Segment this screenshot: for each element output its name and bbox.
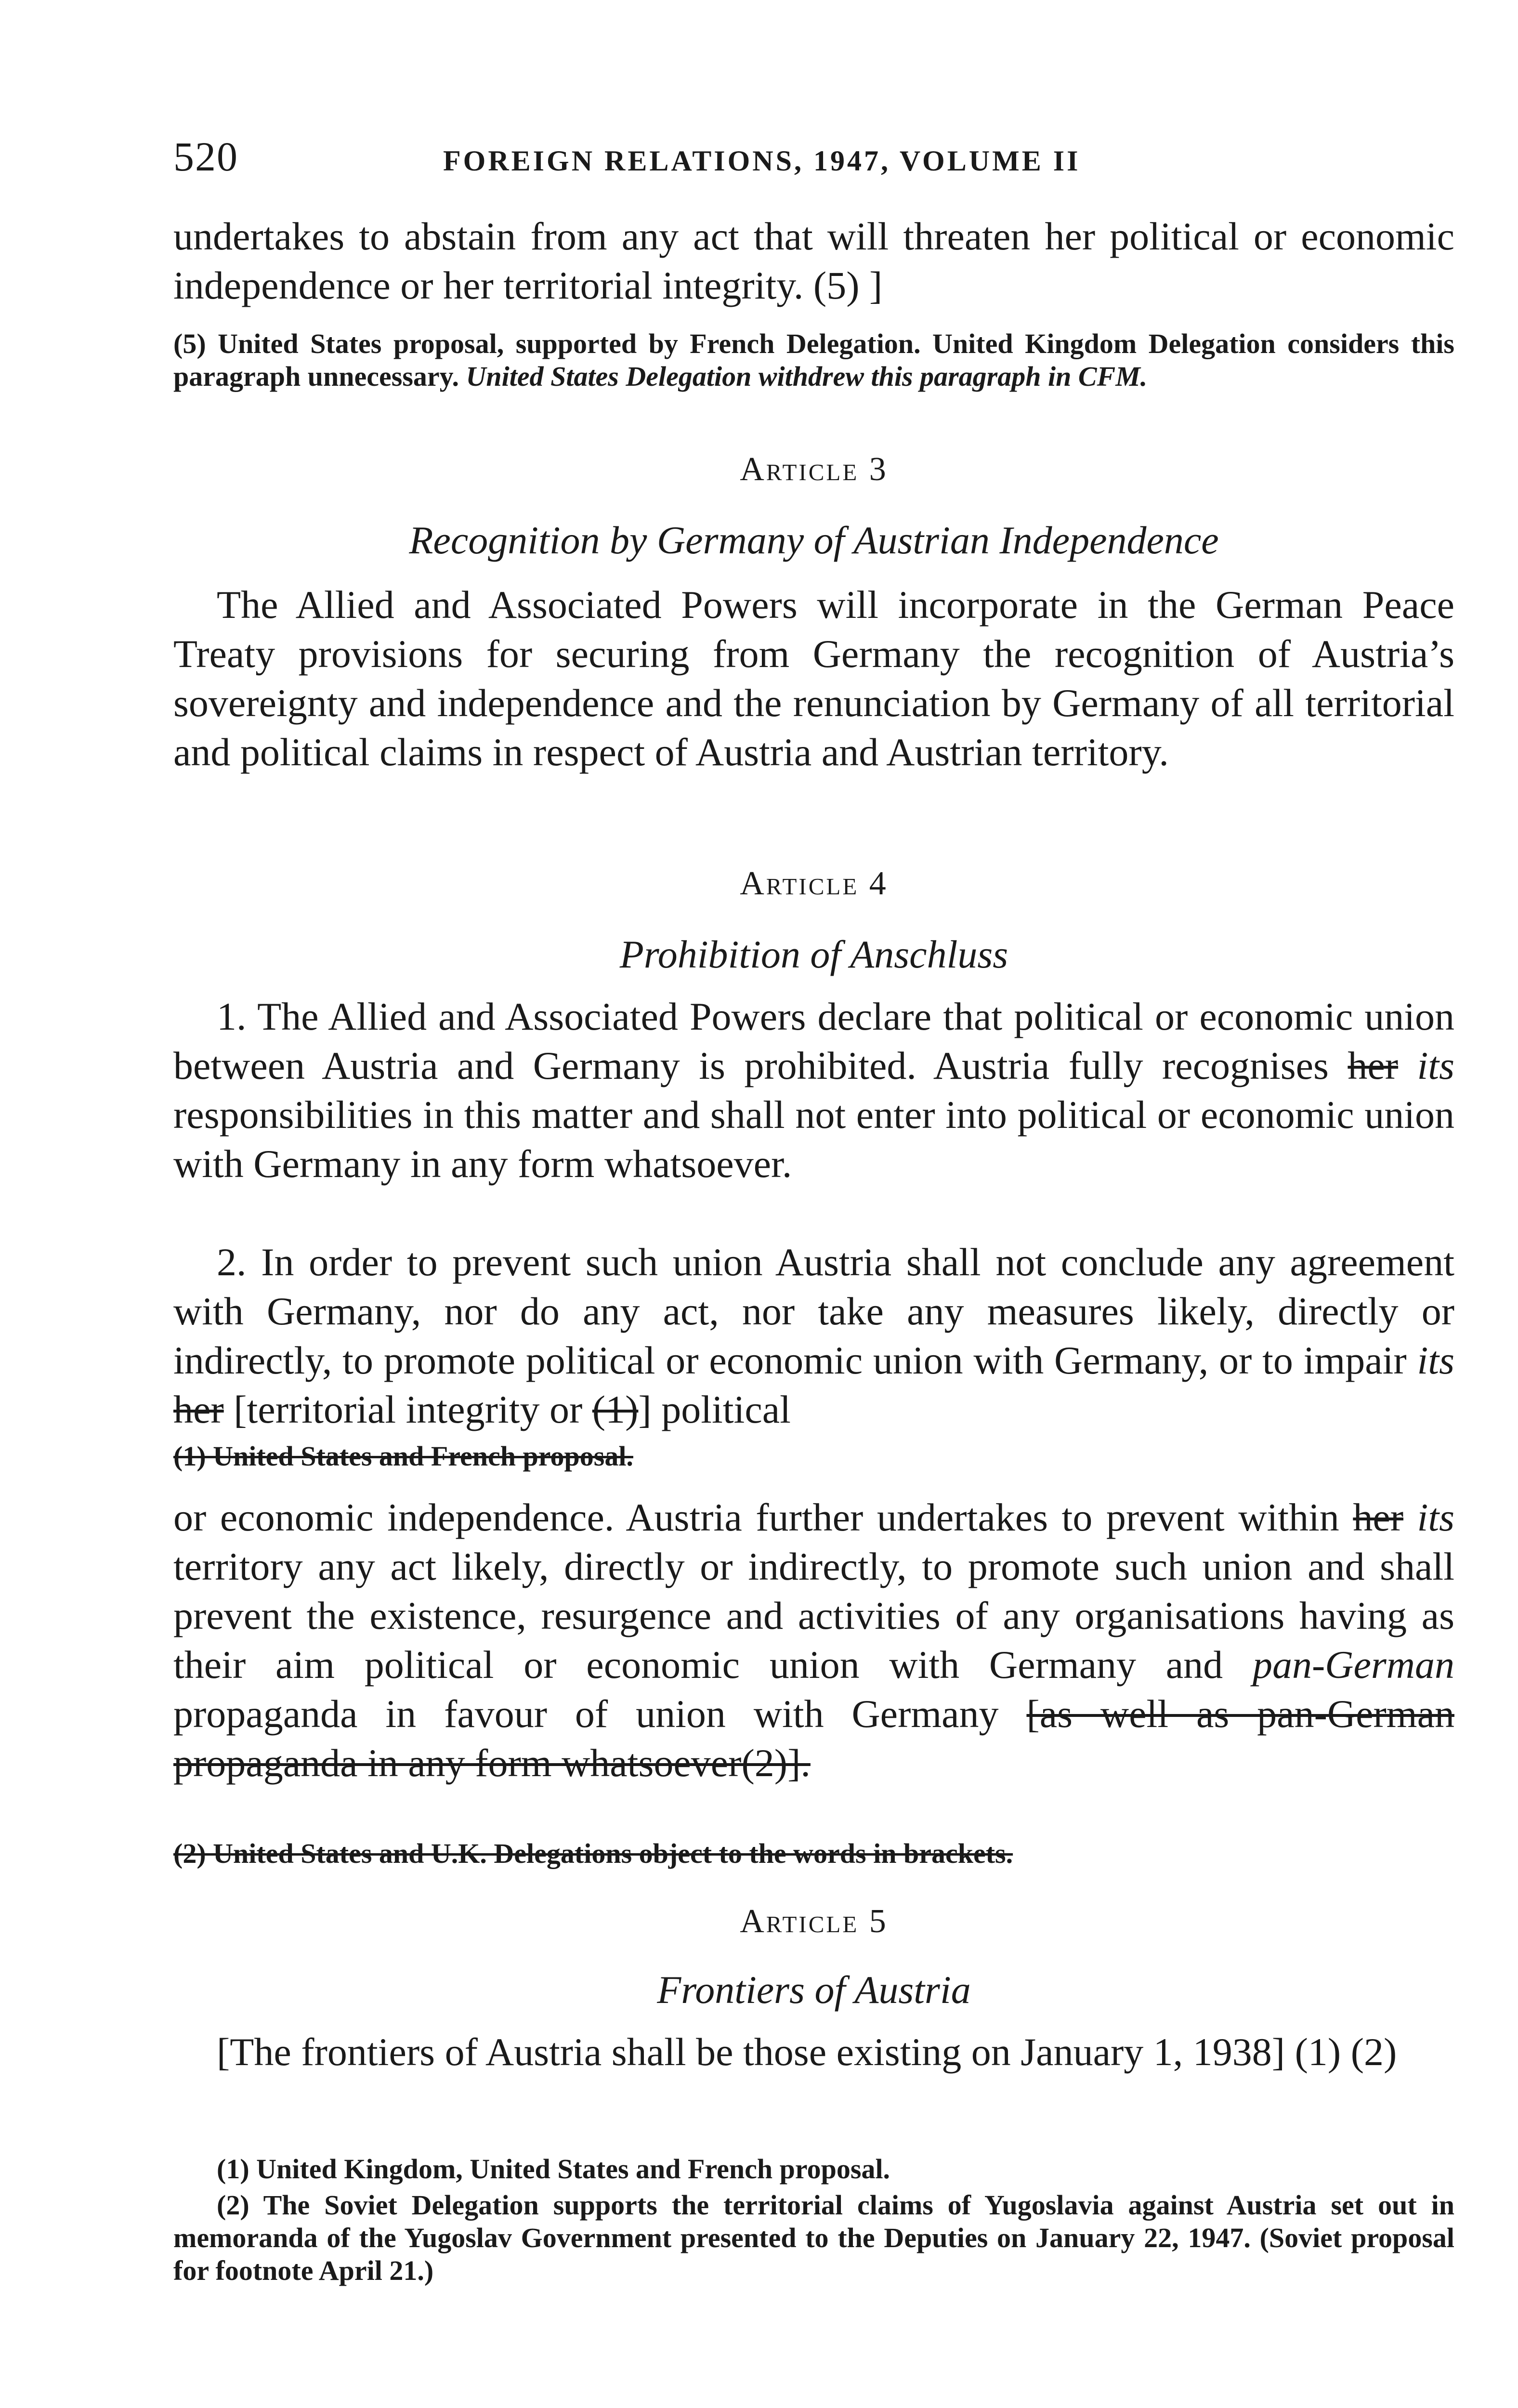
article-4-footnote-1: [173, 1440, 1454, 1473]
intro-close-bracket: ]: [859, 263, 883, 307]
art5-body-text: [The frontiers of Austria shall be those existing on January 1, 1938]: [217, 2030, 1285, 2074]
art4-p1-text-a: 1. The Allied and Associated Powers declare that political or economic union between Austria and Germany is prohibited. Austria fully recognises: [173, 995, 1454, 1087]
intro-text: undertakes to abstain from any act that will threaten her political or economic independence or her territorial integrity.: [173, 214, 1454, 307]
article-5-body: [173, 2028, 1454, 2077]
art4-p3-text-c: propaganda in favour of union with Germany: [173, 1692, 1027, 1736]
art4-p3-italic: pan-German: [1252, 1643, 1454, 1687]
article-3-title: Recognition by Germany of Austrian Independence: [409, 518, 1219, 562]
art4-p2-text-b: [territorial integrity or: [223, 1387, 592, 1431]
footnote-5-text: United States proposal, supported by French Delegation. United Kingdom Delegation considers this paragraph unnecessary.: [173, 328, 1454, 392]
art4-p1-text-b: responsibilities in this matter and shall not enter into political or economic union with Germany in any form whatsoever.: [173, 1093, 1454, 1186]
footnote-5-italic: United States Delegation withdrew this paragraph in CFM.: [466, 361, 1148, 392]
article-5-heading: Article 5: [740, 1903, 888, 1940]
footnote-5: [173, 327, 1454, 393]
art4-footnote-2-struck: (2) United States and U.K. Delegations object to the words in brackets.: [173, 1838, 1013, 1869]
article-5-footnote-1: (1) United Kingdom, United States and French proposal.: [217, 2153, 890, 2185]
art4-p2-text-c: ] political: [638, 1387, 791, 1431]
art5-note-refs: (1) (2): [1285, 2030, 1397, 2074]
intro-paragraph: [173, 212, 1454, 310]
art4-p2-text-a: 2. In order to prevent such union Austria shall not conclude any agreement with Germany, nor do any act, nor take any measures likely, directly or indirectly, to promote political or economic union with Germany, or to impair: [173, 1240, 1454, 1382]
art4-p3-text-a: or economic independence. Austria further undertakes to prevent within: [173, 1495, 1353, 1539]
art4-p2-inserted-word: its: [1417, 1338, 1454, 1382]
article-4-footnote-2: [173, 1837, 1454, 1870]
art4-p2-struck-word: her: [173, 1387, 224, 1431]
article-4-paragraph-1: [173, 992, 1454, 1189]
art4-p3-text-b: territory any act likely, directly or indirectly, to promote such union and shall prevent the existence, resurgence and activities of any organisations having as their aim political or economic union with Germany and: [173, 1544, 1454, 1687]
art4-p3-inserted-word: its: [1417, 1495, 1455, 1539]
article-4-heading: Article 4: [740, 865, 888, 902]
article-3-heading: Article 3: [740, 451, 888, 488]
article-3-body: The Allied and Associated Powers will incorporate in the German Peace Treaty provisions for securing from Germany the recognition of Austria’s sovereignty and independence and the renunciation by Germany of all territorial and political claims in respect of Austria and Austrian territory.: [173, 583, 1454, 774]
footnote-5-mark: (5): [173, 328, 206, 359]
running-head: FOREIGN RELATIONS, 1947, VOLUME II: [443, 145, 1081, 177]
article-4-title: Prohibition of Anschluss: [619, 932, 1008, 976]
article-5-footnote-2: (2) The Soviet Delegation supports the territorial claims of Yugoslavia against Austria set out in memoranda of the Yugoslav Government presented to the Deputies on January 22, 1947. (Soviet proposal for footnote April 21.): [173, 2189, 1454, 2286]
art4-p2-struck-note: (1): [592, 1387, 639, 1431]
article-4-paragraph-3: [173, 1493, 1454, 1788]
art4-p3-struck-word: her: [1353, 1495, 1404, 1539]
intro-note-ref: (5): [813, 263, 860, 307]
article-5-title: Frontiers of Austria: [657, 1968, 971, 2012]
art4-p1-inserted-word: its: [1417, 1044, 1454, 1087]
page-header: [173, 132, 1454, 181]
art4-p1-struck-word: her: [1348, 1044, 1399, 1087]
page-number: 520: [173, 133, 238, 180]
art4-p3-struck-tail: [as well as pan-German propaganda in any form whatsoever(2)].: [173, 1692, 1454, 1785]
article-4-paragraph-2: [173, 1238, 1454, 1434]
art4-footnote-1-struck: (1) United States and French proposal.: [173, 1440, 633, 1472]
